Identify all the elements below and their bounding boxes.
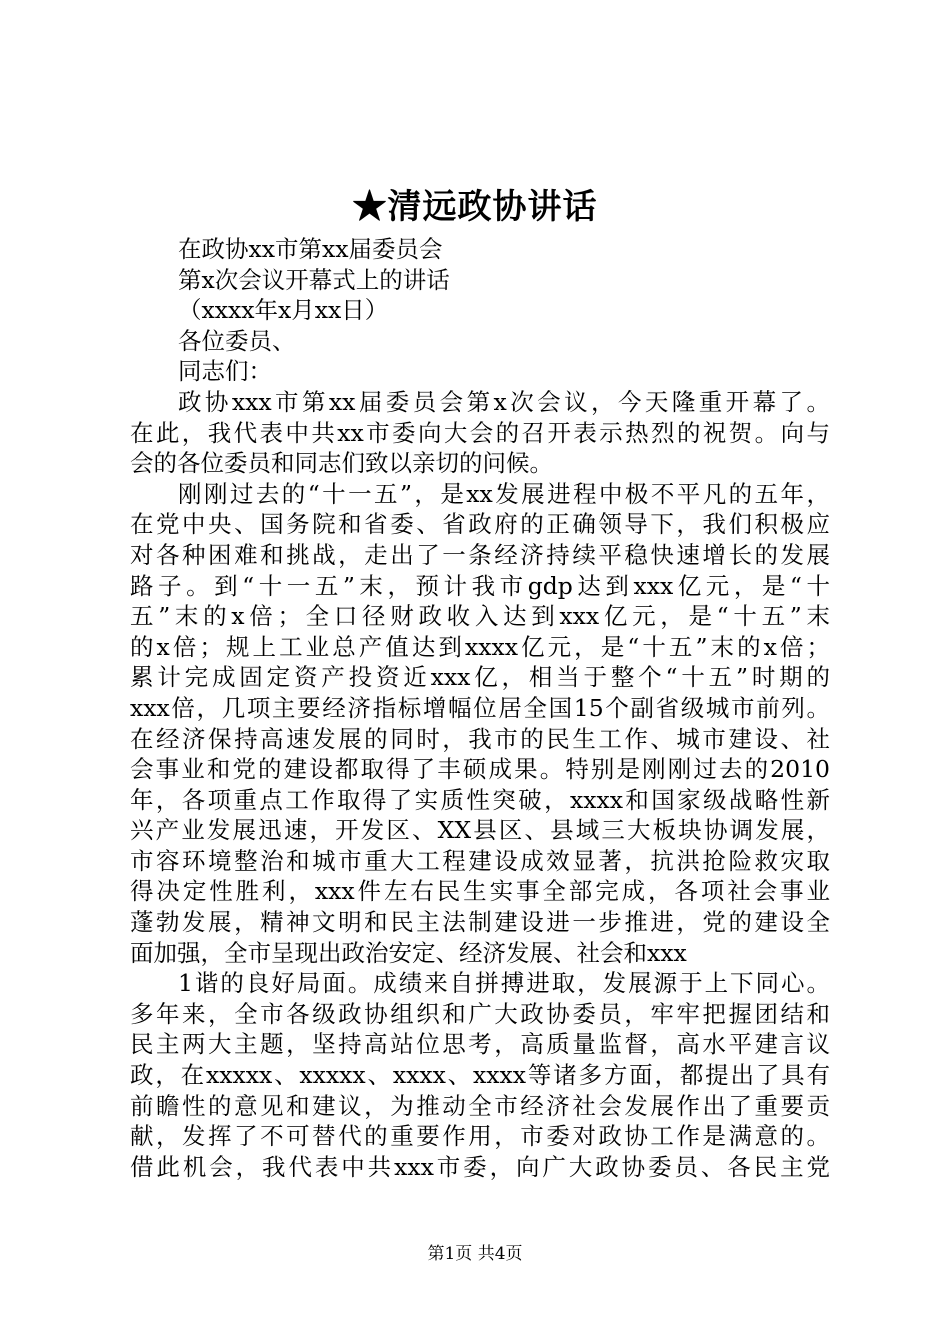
body-line: 献，发挥了不可替代的重要作用，市委对政协工作是满意的。 bbox=[130, 1122, 830, 1151]
body-line: （xxxx年x月xx日） bbox=[178, 296, 389, 325]
body-line: 借此机会，我代表中共xxx市委，向广大政协委员、各民主党 bbox=[130, 1152, 830, 1181]
body-line: 1谐的良好局面。成绩来自拼搏进取，发展源于上下同心。 bbox=[178, 969, 830, 998]
body-line: 年，各项重点工作取得了实质性突破，xxxx和国家级战略性新 bbox=[130, 785, 830, 814]
body-line: 在经济保持高速发展的同时，我市的民生工作、城市建设、社 bbox=[130, 724, 830, 753]
body-line: 第x次会议开幕式上的讲话 bbox=[178, 265, 450, 294]
body-line: 的x倍；规上工业总产值达到xxxx亿元，是“十五”末的x倍； bbox=[130, 632, 830, 661]
body-line: 蓬勃发展，精神文明和民主法制建设进一步推进，党的建设全 bbox=[130, 908, 830, 937]
page-footer: 第1页 共4页 bbox=[427, 1244, 523, 1264]
body-line: 在党中央、国务院和省委、省政府的正确领导下，我们积极应 bbox=[130, 510, 830, 539]
document-body bbox=[130, 234, 830, 1182]
body-line: xxx倍，几项主要经济指标增幅位居全国15个副省级城市前列。 bbox=[130, 693, 830, 722]
body-line: 市容环境整治和城市重大工程建设成效显著，抗洪抢险救灾取 bbox=[130, 846, 830, 875]
body-line: 兴产业发展迅速，开发区、XX县区、县域三大板块协调发展， bbox=[130, 816, 830, 845]
body-line: 会的各位委员和同志们致以亲切的问候。 bbox=[130, 449, 553, 478]
body-line: 会事业和党的建设都取得了丰硕成果。特别是刚刚过去的2010 bbox=[130, 755, 830, 784]
body-line: 对各种困难和挑战，走出了一条经济持续平稳快速增长的发展 bbox=[130, 540, 830, 569]
body-line: 在此，我代表中共xx市委向大会的召开表示热烈的祝贺。向与 bbox=[130, 418, 830, 447]
body-line: 政协xxx市第xx届委员会第x次会议，今天隆重开幕了。 bbox=[178, 387, 830, 416]
body-line: 多年来，全市各级政协组织和广大政协委员，牢牢把握团结和 bbox=[130, 999, 830, 1028]
body-line: 政，在xxxxx、xxxxx、xxxx、xxxx等诸多方面，都提出了具有 bbox=[130, 1061, 830, 1090]
body-line: 各位委员、 bbox=[178, 326, 296, 355]
body-line: 刚刚过去的“十一五”，是xx发展进程中极不平凡的五年， bbox=[178, 479, 830, 508]
body-line: 民主两大主题，坚持高站位思考，高质量监督，高水平建言议 bbox=[130, 1030, 830, 1059]
body-line: 前瞻性的意见和建议，为推动全市经济社会发展作出了重要贡 bbox=[130, 1091, 830, 1120]
body-line: 五”末的x倍；全口径财政收入达到xxx亿元，是“十五”末 bbox=[130, 602, 830, 631]
document-title: ★清远政协讲话 bbox=[352, 187, 598, 227]
body-line: 面加强，全市呈现出政治安定、经济发展、社会和xxx bbox=[130, 938, 687, 967]
body-line: 累计完成固定资产投资近xxx亿，相当于整个“十五”时期的 bbox=[130, 663, 830, 692]
body-line: 得决定性胜利，xxx件左右民生实事全部完成，各项社会事业 bbox=[130, 877, 830, 906]
body-line: 路子。到“十一五”末，预计我市gdp达到xxx亿元，是“十 bbox=[130, 571, 830, 600]
body-line: 在政协xx市第xx届委员会 bbox=[178, 235, 443, 263]
body-line: 同志们： bbox=[178, 357, 272, 386]
